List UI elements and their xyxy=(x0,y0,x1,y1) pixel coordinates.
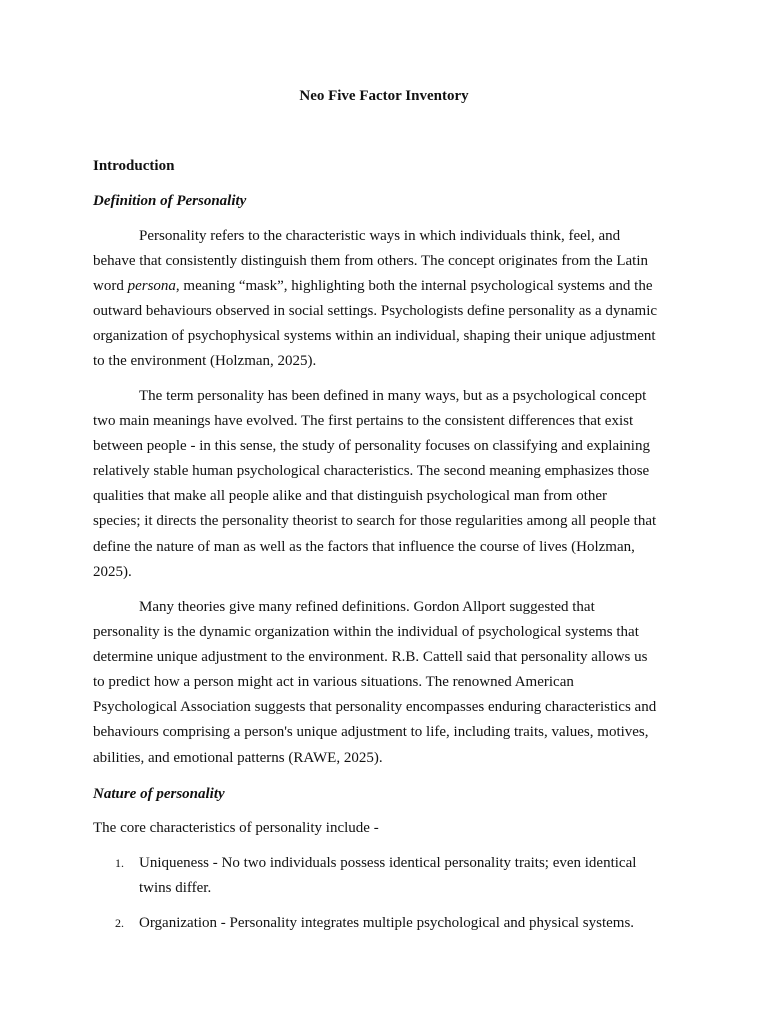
paragraph-line: behave that consistently distinguish them from others. The concept originates from the Latin xyxy=(93,253,649,270)
paragraph-line: Psychological Association suggests that personality encompasses enduring characteristics and xyxy=(93,699,657,716)
paragraph-line: behaviours comprising a person's unique adjustment to life, including traits, values, motives, xyxy=(93,724,649,741)
paragraph-line: Organization - Personality integrates multiple psychological and physical systems. xyxy=(139,915,635,931)
paragraph-theories xyxy=(93,595,681,771)
list-item-text xyxy=(139,911,679,936)
paragraph-meanings xyxy=(93,384,681,585)
paragraph-line: species; it directs the personality theorist to search for those regularities among all people that xyxy=(93,513,657,530)
text-run: word xyxy=(93,278,128,295)
heading-introduction: Introduction xyxy=(93,158,175,174)
paragraph-line: Personality refers to the characteristic ways in which individuals think, feel, and xyxy=(139,228,621,244)
paragraph-line: qualities that make all people alike and that distinguish psychological man from other xyxy=(93,488,608,505)
paragraph-line: Uniqueness - No two individuals possess identical personality traits; even identical xyxy=(139,855,637,871)
paragraph-line: twins differ. xyxy=(139,880,212,897)
paragraph-line xyxy=(93,274,681,299)
paragraph-line: between people - in this sense, the study of personality focuses on classifying and explaining xyxy=(93,438,650,455)
list-number: 2. xyxy=(115,916,124,930)
paragraph-line: to predict how a person might act in various situations. The renowned American xyxy=(93,674,574,691)
italic-term: persona xyxy=(127,278,176,295)
paragraph-line: two main meanings have evolved. The first pertains to the consistent differences that exist xyxy=(93,413,634,430)
paragraph-line: abilities, and emotional patterns (RAWE, 2025). xyxy=(93,749,383,766)
paragraph-line: relatively stable human psychological characteristics. The second meaning emphasizes those xyxy=(93,463,650,480)
core-characteristics-intro: The core characteristics of personality include - xyxy=(93,820,379,836)
paragraph-line: determine unique adjustment to the environment. R.B. Cattell said that personality allows us xyxy=(93,649,648,666)
text-run: , meaning “mask”, highlighting both the internal psychological systems and the xyxy=(175,278,653,295)
paragraph-line: define the nature of man as well as the factors that influence the course of lives (Holzman, xyxy=(93,538,635,555)
paragraph-line: organization of psychophysical systems within an individual, shaping their unique adjustment xyxy=(93,328,656,345)
heading-nature-of-personality: Nature of personality xyxy=(93,786,225,802)
paragraph-line: outward behaviours observed in social settings. Psychologists define personality as a dynamic xyxy=(93,303,658,320)
paragraph-definition xyxy=(93,224,681,375)
paragraph-line: to the environment (Holzman, 2025). xyxy=(93,353,317,370)
list-item-text xyxy=(139,851,679,901)
paragraph-line: personality is the dynamic organization within the individual of psychological systems that xyxy=(93,624,639,641)
heading-definition-of-personality: Definition of Personality xyxy=(93,193,247,209)
paragraph-line: Many theories give many refined definitions. Gordon Allport suggested that xyxy=(139,599,595,615)
list-number: 1. xyxy=(115,856,124,870)
document-title: Neo Five Factor Inventory xyxy=(299,88,469,104)
paragraph-line: 2025). xyxy=(93,563,132,580)
paragraph-line: The term personality has been defined in many ways, but as a psychological concept xyxy=(139,388,647,404)
